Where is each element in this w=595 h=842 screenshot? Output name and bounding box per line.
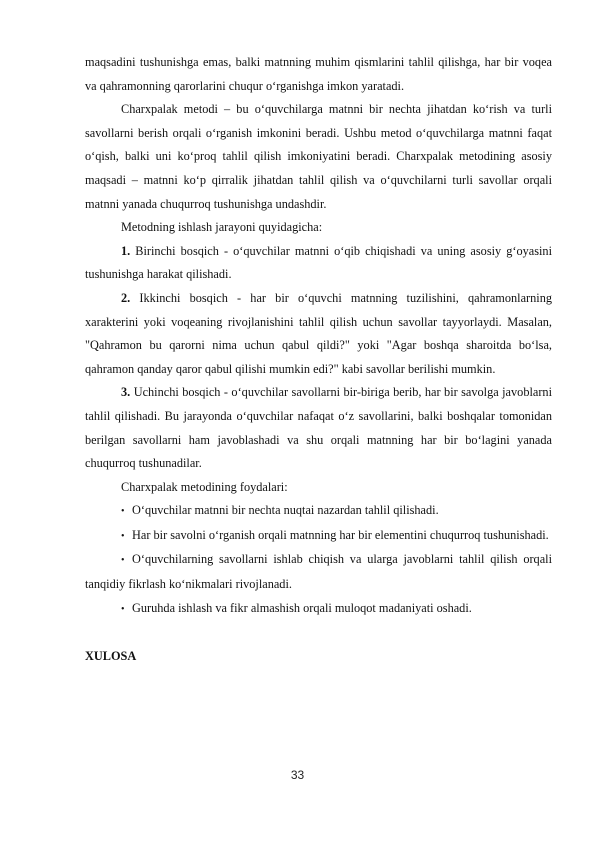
step-item — [85, 287, 552, 381]
paragraph-method-intro: Charxpalak metodi – bu o‘quvchilarga matnni bir nechta jihatdan ko‘rish va turli savollarni berish orqali o‘rganish imkonini beradi. Ushbu metod o‘quvchilarga matnni faqat o‘qish, balki uni ko‘proq tahlil qilish imkoniyatini beradi. Charxpalak metodining asosiy maqsadi – matnni ko‘p qirralik jihatdan tahlil qilish va o‘quvchilarni turli savollar orqali matnni yanada chuqurroq tushunishga undashdir. — [85, 102, 552, 211]
list-item — [85, 499, 552, 524]
step-number: 2. — [121, 290, 131, 305]
step-text: Birinchi bosqich - o‘quvchilar matnni o‘qib chiqishadi va uning asosiy g‘oyasini tushunishga harakat qilishadi. — [85, 243, 552, 282]
page-number: 33 — [290, 768, 305, 782]
list-item-text: O‘quvchilar matnni bir nechta nuqtai nazardan tahlil qilishadi. — [132, 503, 439, 518]
list-item-text: O‘quvchilarning savollarni ishlab chiqish va ularga javoblarni tahlil qilish orqali tanqidiy fikrlash ko‘nikmalari rivojlanadi. — [85, 552, 552, 592]
step-text: Uchinchi bosqich - o‘quvchilar savollarni bir-biriga berib, har bir savolga javoblarni tahlil qilishadi. Bu jarayonda o‘quvchilar nafaqat o‘z savollarini, balki boshqalar tomonidan berilgan savollarni ham javoblashadi va shu orqali matnning har bir bo‘lagini yanada chuqurroq tushunadilar. — [85, 385, 552, 471]
list-item — [85, 597, 552, 622]
paragraph-process-intro: Metodning ishlash jarayoni quyidagicha: — [121, 220, 323, 235]
step-number: 3. — [121, 385, 131, 400]
list-item — [85, 548, 552, 596]
list-item-text: Guruhda ishlash va fikr almashish orqali muloqot madaniyati oshadi. — [132, 600, 472, 615]
bullet-icon: • — [121, 555, 125, 567]
bullet-icon: • — [121, 506, 125, 518]
benefits-title: Charxpalak metodining foydalari: — [121, 479, 288, 494]
section-heading: XULOSA — [85, 649, 137, 664]
step-item — [85, 381, 552, 475]
bullet-icon: • — [121, 530, 125, 542]
step-item — [85, 240, 552, 287]
paragraph-continuation: maqsadini tushunishga emas, balki matnning muhim qismlarini tahlil qilishga, har bir voqea va qahramonning qarorlarini chuqur o‘rganishga imkon yaratadi. — [85, 55, 552, 93]
document-page — [85, 51, 552, 669]
list-item-text: Har bir savolni o‘rganish orqali matnning har bir elementini chuqurroq tushunishadi. — [132, 527, 549, 542]
step-number: 1. — [121, 243, 131, 258]
step-text: Ikkinchi bosqich - har bir o‘quvchi matnning tuzilishini, qahramonlarning xarakterini yoki voqeaning rivojlanishini tahlil qilish uchun savollar tayyorlaydi. Masalan, "Qahramon bu qarorni nima uchun qabul qildi?" yoki "Agar boshqa sharoitda bo‘lsa, qahramon qanday qaror qabul qilishi mumkin edi?" kabi savollar berilishi mumkin. — [85, 290, 552, 376]
bullet-icon: • — [121, 603, 125, 615]
list-item — [85, 524, 552, 549]
